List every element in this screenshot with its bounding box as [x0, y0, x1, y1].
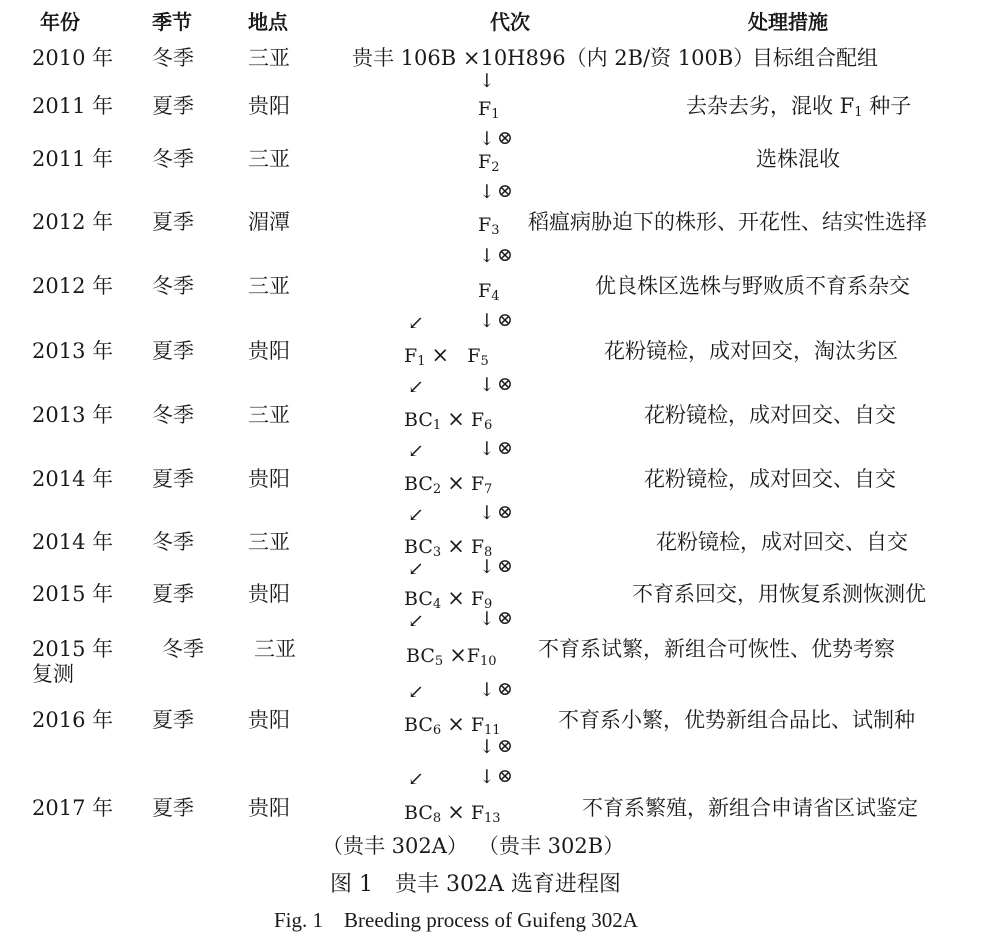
self-cross-icon: ⊗	[497, 555, 513, 577]
row-generation: $BC_3 \times F_8$	[404, 534, 493, 560]
row-location: 贵阳	[248, 796, 290, 820]
row-season: 夏季	[152, 708, 194, 732]
row-season: 冬季	[152, 46, 194, 70]
row-year: 2017 年	[32, 796, 114, 820]
self-cross-icon: ⊗	[497, 180, 513, 202]
self-cross-icon: ⊗	[497, 309, 513, 331]
self-cross-icon: ⊗	[497, 373, 513, 395]
self-cross-icon: ⊗	[497, 678, 513, 700]
row-season: 冬季	[152, 403, 194, 427]
row-generation: 贵丰 106B ×10H896（内 2B/资 100B）	[352, 46, 755, 70]
row-generation: $F_1$	[478, 98, 500, 122]
diagonal-arrow-icon: ↙	[408, 376, 424, 398]
row-location: 三亚	[248, 274, 290, 298]
down-arrow-icon: ↓	[479, 128, 495, 150]
figure-caption-en: Fig. 1 Breeding process of Guifeng 302A	[274, 908, 638, 932]
row-location: 贵阳	[248, 339, 290, 363]
down-arrow-icon: ↓	[479, 374, 495, 396]
row-season: 夏季	[152, 796, 194, 820]
row-season: 夏季	[152, 94, 194, 118]
self-cross-icon: ⊗	[497, 607, 513, 629]
row-year: 2011 年	[32, 147, 114, 171]
down-arrow-icon: ↓	[479, 608, 495, 630]
row-year: 2015 年	[32, 582, 114, 606]
row-season: 冬季	[152, 147, 194, 171]
diagonal-arrow-icon: ↙	[408, 504, 424, 526]
row-year: 2014 年	[32, 530, 114, 554]
row-year: 2015 年	[32, 637, 114, 661]
row-season: 夏季	[152, 467, 194, 491]
row-location: 三亚	[248, 147, 290, 171]
down-arrow-icon: ↓	[479, 245, 495, 267]
row-year: 2012 年	[32, 274, 114, 298]
row-year: 2010 年	[32, 46, 114, 70]
down-arrow-icon: ↓	[479, 438, 495, 460]
row-measure: 花粉镜检，成对回交、自交	[644, 403, 896, 427]
diagonal-arrow-icon: ↙	[408, 768, 424, 790]
header-year: 年份	[40, 10, 80, 34]
row-generation: $BC_5 \times F_{10}$	[406, 643, 497, 669]
down-arrow-icon: ↓	[479, 556, 495, 578]
row-location: 三亚	[248, 46, 290, 70]
row-year: 2014 年	[32, 467, 114, 491]
diagonal-arrow-icon: ↙	[408, 558, 424, 580]
row-generation: $F_4$	[478, 280, 500, 304]
row-location: 三亚	[248, 403, 290, 427]
row-measure: 不育系回交，用恢复系测恢测优	[632, 582, 926, 606]
row-year: 2012 年	[32, 210, 114, 234]
row-generation: $BC_4 \times F_9$	[404, 586, 493, 612]
row-measure: 花粉镜检，成对回交、自交	[656, 530, 908, 554]
row-year: 2016 年	[32, 708, 114, 732]
down-arrow-icon: ↓	[479, 502, 495, 524]
row-location: 三亚	[248, 530, 290, 554]
row-measure: 花粉镜检，成对回交、自交	[644, 467, 896, 491]
row-location: 三亚	[254, 637, 296, 661]
diagonal-arrow-icon: ↙	[408, 681, 424, 703]
header-measure: 处理措施	[748, 10, 828, 34]
row-generation: $F_1 \times F_5$	[404, 343, 489, 369]
row-location: 贵阳	[248, 708, 290, 732]
row-measure: 不育系小繁，优势新组合品比、试制种	[558, 708, 915, 732]
diagonal-arrow-icon: ↙	[408, 610, 424, 632]
row-location: 贵阳	[248, 94, 290, 118]
row-generation: $F_3$	[478, 214, 500, 238]
row-season: 冬季	[162, 637, 204, 661]
row-measure: 选株混收	[756, 147, 840, 171]
down-arrow-icon: ↓	[479, 766, 495, 788]
result-b-line: （贵丰 302B）	[478, 834, 625, 858]
row-year: 2011 年	[32, 94, 114, 118]
row-generation: $F_2$	[478, 151, 500, 175]
row-measure: 花粉镜检，成对回交，淘汰劣区	[604, 339, 898, 363]
row-year: 2013 年	[32, 339, 114, 363]
self-cross-icon: ⊗	[497, 244, 513, 266]
row-location: 湄潭	[248, 210, 290, 234]
row-measure: 优良株区选株与野败质不育系杂交	[595, 274, 910, 298]
row-measure: 去杂去劣，混收 $F_1$ 种子	[686, 94, 912, 120]
self-cross-icon: ⊗	[497, 501, 513, 523]
row-generation: $BC_6 \times F_{11}$	[404, 712, 501, 738]
row-measure: 不育系繁殖，新组合申请省区试鉴定	[582, 796, 918, 820]
self-cross-icon: ⊗	[497, 735, 513, 757]
row-season: 冬季	[152, 274, 194, 298]
header-location: 地点	[248, 10, 288, 34]
row-season: 夏季	[152, 582, 194, 606]
header-season: 季节	[152, 10, 192, 34]
row-year-note: 复测	[32, 662, 74, 686]
self-cross-icon: ⊗	[497, 437, 513, 459]
down-arrow-icon: ↓	[479, 310, 495, 332]
result-a-line: （贵丰 302A）	[322, 834, 468, 858]
row-generation: $BC_2 \times F_7$	[404, 471, 493, 497]
down-arrow-icon: ↓	[479, 679, 495, 701]
down-arrow-icon: ↓	[479, 181, 495, 203]
diagonal-arrow-icon: ↙	[408, 312, 424, 334]
row-location: 贵阳	[248, 582, 290, 606]
row-generation: $BC_8 \times F_{13}$	[404, 800, 501, 826]
row-measure: 稻瘟病胁迫下的株形、开花性、结实性选择	[528, 210, 927, 234]
header-generation: 代次	[490, 10, 530, 34]
self-cross-icon: ⊗	[497, 765, 513, 787]
row-season: 冬季	[152, 530, 194, 554]
row-generation: $BC_1 \times F_6$	[404, 407, 493, 433]
self-cross-icon: ⊗	[497, 127, 513, 149]
row-location: 贵阳	[248, 467, 290, 491]
row-measure: 目标组合配组	[752, 46, 878, 70]
diagonal-arrow-icon: ↙	[408, 440, 424, 462]
row-season: 夏季	[152, 210, 194, 234]
row-year: 2013 年	[32, 403, 114, 427]
down-arrow-icon: ↓	[479, 70, 495, 92]
row-measure: 不育系试繁，新组合可恢性、优势考察	[538, 637, 895, 661]
down-arrow-icon: ↓	[479, 736, 495, 758]
row-season: 夏季	[152, 339, 194, 363]
figure-caption-zh: 图 1 贵丰 302A 选育进程图	[330, 872, 621, 897]
